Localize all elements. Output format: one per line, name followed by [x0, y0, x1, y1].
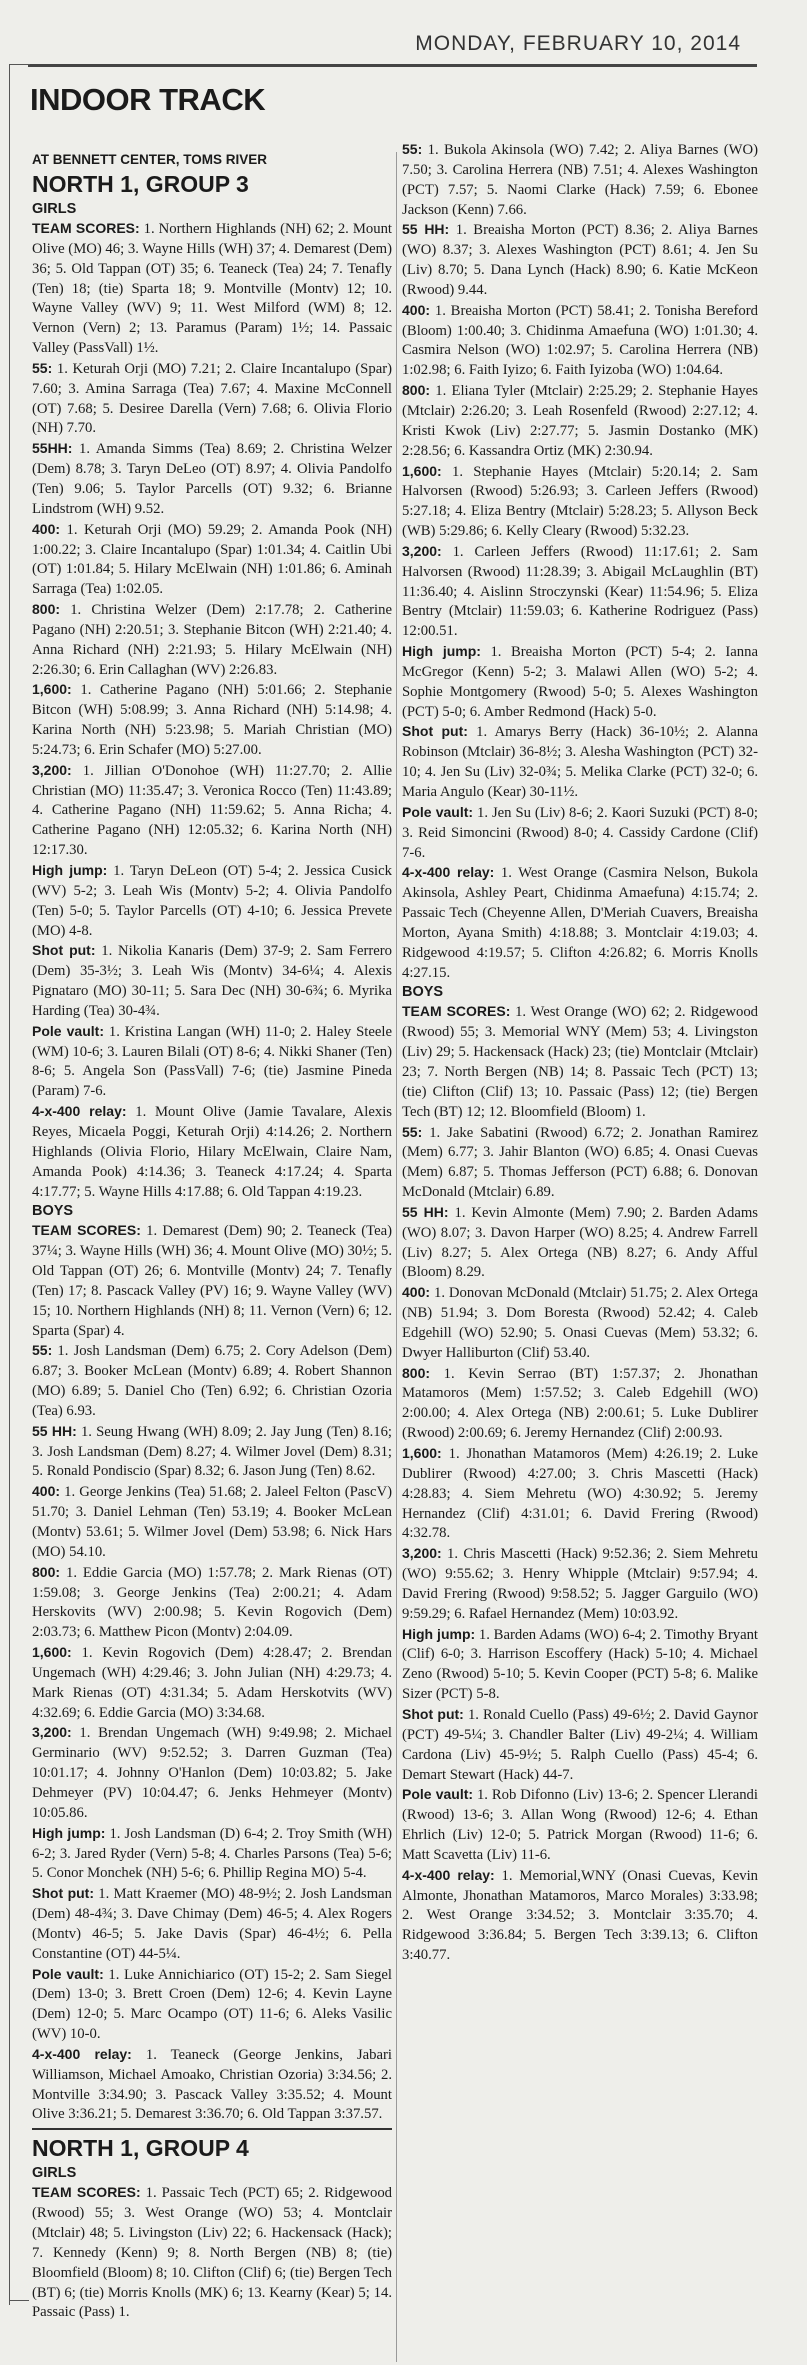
result-entry: 400: 1. Keturah Orji (MO) 59.29; 2. Amanda Pook (NH) 1:00.22; 3. Claire Incantalupo (Spar) 1:01.34; 4. Caitlin Ubi (OT) 1:01.84; 5. Hilary McElwain (NH) 1:01.86; 6. Aminah Sarraga (Tea) 1:02.05.: [32, 520, 393, 598]
result-entry: 3,200: 1. Brendan Ungemach (WH) 9:49.98; 2. Michael Germinario (WV) 9:52.52; 3. Darren Guzman (Tea) 10:01.17; 4. Johnny O'Hanlon (Dem) 10:03.82; 5. Jake Dehmeyer (PV) 10:04.47; 6. Jenks Hehmeyer (Montv) 10:05.86.: [32, 1724, 393, 1821]
result-entry: Shot put: 1. Ronald Cuello (Pass) 49-6½; 2. David Gaynor (PCT) 49-5¼; 3. Chandler Balter (Liv) 49-2¼; 4. William Cardona (Liv) 45-9½; 5. Ralph Cuello (Pass) 45-4; 6. Demart Stewart (Hack) 44-7.: [402, 1705, 759, 1783]
left-margin-bracket: [9, 64, 30, 2305]
result-entry: Shot put: 1. Amarys Berry (Hack) 36-10½; 2. Alanna Robinson (Mtclair) 36-8½; 3. Alesha Washington (PCT) 32-10; 4. Jen Su (Liv) 32-0¾; 5. Melika Clarke (PCT) 32-0; 6. Maria Angulo (Kear) 30-11½.: [402, 723, 758, 800]
result-entry: High jump: 1. Taryn DeLeon (OT) 5-4; 2. Jessica Cusick (WV) 5-2; 3. Leah Wis (Montv) 5-2; 4. Olivia Pandolfo (Ten) 5-0; 5. Taylor Parcells (OT) 4-10; 6. Jessica Prevete (MO) 4-8.: [32, 862, 392, 939]
left-margin-tick: [9, 2300, 29, 2301]
result-entry: Pole vault: 1. Kristina Langan (WH) 11-0; 2. Haley Steele (WM) 10-6; 3. Lauren Bilali (OT) 8-6; 4. Nikki Shaner (Ten) 8-6; 5. Angela Son (PassVall) 7-6; (tie) Jasmine Pineda (Param) 7-6.: [32, 1022, 393, 1100]
result-entry: 400: 1. Breaisha Morton (PCT) 58.41; 2. Tonisha Bereford (Bloom) 1:00.40; 3. Chidinma Amaefuna (WO) 1:01.30; 4. Casmira Nelson (WO) 1:02.97; 5. Carolina Herrera (NB) 1:02.98; 6. Faith Iyizo; 6. Faith Iyizoba (WO) 1:04.64.: [402, 301, 759, 379]
result-entry: 1,600: 1. Jhonathan Matamoros (Mem) 4:26.19; 2. Luke Dublirer (Rwood) 4:27.00; 3. Chris Mascetti (Hack) 4:28.83; 4. Siem Mehretu (WO) 4:30.92; 5. Jeremy Hernandez (Clif) 4:31.01; 6. David Frering (Rwood) 4:32.78.: [402, 1445, 759, 1542]
result-entry: 800: 1. Kevin Serrao (BT) 1:57.37; 2. Jhonathan Matamoros (Mem) 1:57.52; 3. Caleb Edgehill (WO) 2:00.00; 4. Alex Ortega (NB) 2:00.61; 5. Luke Dublirer (Rwood) 2:00.69; 6. Jeremy Hernandez (Clif) 2:00.93.: [402, 1364, 758, 1442]
group4-girls-label: GIRLS: [32, 2165, 77, 2182]
result-entry: Shot put: 1. Nikolia Kanaris (Dem) 37-9; 2. Sam Ferrero (Dem) 35-3½; 3. Leah Wis (Montv) 34-6¼; 4. Alexis Pignataro (MO) 30-11; 5. Sara Dec (NH) 30-6¾; 6. Myrika Harding (Tea) 30-4¾.: [32, 942, 393, 1019]
result-entry: TEAM SCORES: 1. Demarest (Dem) 90; 2. Teaneck (Tea) 37¼; 3. Wayne Hills (WH) 36; 4. Mount Olive (MO) 30½; 5. Old Tappan (OT) 26; 6. Montville (Montv) 24; 7. Tenafly (Ten) 17; 8. Pascack Valley (PV) 16; 9. Wayne Valley (WV) 15; 10. Northern Highlands (NH) 8; 11. Vernon (Vern) 6; 12. Sparta (Spar) 4.: [32, 1222, 393, 1339]
result-entry: 4-x-400 relay: 1. Teaneck (George Jenkins, Jabari Williamson, Michael Amoako, Christian Ozoria) 3:34.56; 2. Montville 3:34.90; 3. Pascack Valley 3:35.52; 4. Mount Olive 3:36.21; 5. Demarest 3:36.70; 6. Old Tappan 3:37.57.: [32, 2045, 392, 2123]
result-entry: 3,200: 1. Chris Mascetti (Hack) 9:52.36; 2. Siem Mehretu (WO) 9:55.62; 3. Henry Whipple (Mtclair) 9:57.94; 4. David Frering (Rwood) 9:58.52; 5. Jagger Garguilo (WO) 9:59.29; 6. Rafael Hernandez (Mem) 10:03.92.: [402, 1545, 758, 1622]
result-entry: TEAM SCORES: 1. West Orange (WO) 62; 2. Ridgewood (Rwood) 55; 3. Memorial WNY (Mem) 53; 4. Livingston (Liv) 29; 5. Hackensack (Hack) 23; (tie) Montclair (Mtclair) 23; 7. North Bergen (NB) 14; 8. Passaic Tech (PCT) 13; (tie) Clifton (Clif) 13; 10. Passaic (Pass) 12; (tie) Bergen Tech (BT) 12; 12. Bloomfield (Bloom) 1.: [402, 1003, 759, 1120]
top-rule: [28, 64, 757, 67]
result-entry: Pole vault: 1. Rob Difonno (Liv) 13-6; 2. Spencer Llerandi (Rwood) 13-6; 3. Allan Wong (Rwood) 12-6; 4. Ethan Ehrlich (Liv) 12-0; 5. Patrick Morgan (Rwood) 11-6; 6. Matt Scavetta (Liv) 11-6.: [402, 1786, 758, 1863]
meet-location: AT BENNETT CENTER, TOMS RIVER: [32, 152, 268, 167]
group4-title: NORTH 1, GROUP 4: [32, 2128, 392, 2164]
column-rule: [396, 152, 397, 2362]
group3-boys-label: BOYS: [32, 1203, 74, 1220]
section-banner: INDOOR TRACK: [30, 82, 266, 117]
result-entry: 3,200: 1. Jillian O'Donohoe (WH) 11:27.70; 2. Allie Christian (MO) 11:35.47; 3. Veronica Rocco (Ten) 11:43.89; 4. Catherine Pagano (NH) 11:59.62; 5. Anna Richa; 4. Catherine Pagano (NH) 12:05.32; 6. Karina North (NH) 12:17.30.: [32, 761, 392, 859]
group3-title: NORTH 1, GROUP 3: [32, 171, 249, 197]
result-entry: 1,600: 1. Catherine Pagano (NH) 5:01.66; 2. Stephanie Bitcon (WH) 5:08.99; 3. Anna Richard (NH) 5:14.98; 4. Karina North (NH) 5:23.98; 5. Mariah Christian (MO) 5:24.73; 6. Erin Schafer (MO) 5:27.00.: [32, 681, 392, 758]
result-entry: 55: 1. Jake Sabatini (Rwood) 6.72; 2. Jonathan Ramirez (Mem) 6.77; 3. Jahir Blanton (WO) 6.85; 4. Onasi Cuevas (Mem) 6.87; 5. Thomas Jefferson (PCT) 6.88; 6. Donovan McDonald (Mtclair) 6.89.: [402, 1123, 759, 1201]
result-entry: 55: 1. Bukola Akinsola (WO) 7.42; 2. Aliya Barnes (WO) 7.50; 3. Carolina Herrera (NB) 7.51; 4. Alexes Washington (PCT) 7.57; 5. Naomi Clarke (Hack) 7.59; 6. Ebonee Jackson (Kenn) 7.66.: [402, 141, 759, 218]
result-entry: TEAM SCORES: 1. Northern Highlands (NH) 62; 2. Mount Olive (MO) 46; 3. Wayne Hills (WH) 37; 4. Demarest (Dem) 36; 5. Old Tappan (OT) 35; 6. Teaneck (Tea) 24; 7. Tenafly (Ten) 18; (tie) Sparta 18; 9. Montville (Montv) 12; 10. Wayne Valley (WV) 9; 11. West Milford (WM) 8; 12. Vernon (Vern) 2; 13. Paramus (Param) 1½; 14. Passaic Valley (PassVall) 1½.: [32, 220, 393, 357]
result-entry: 3,200: 1. Carleen Jeffers (Rwood) 11:17.61; 2. Sam Halvorsen (Rwood) 11:28.39; 3. Abigail McLaughlin (BT) 11:36.40; 4. Aislinn Stroczynski (Kear) 11:54.96; 5. Eliza Bentry (Mtclair) 11:59.03; 6. Katherine Rodriguez (Pass) 12:00.51.: [402, 542, 759, 640]
result-entry: 1,600: 1. Kevin Rogovich (Dem) 4:28.47; 2. Brendan Ungemach (WH) 4:29.46; 3. John Julian (NH) 4:29.73; 4. Mark Rienas (OT) 4:31.34; 5. Adam Herskotvits (WV) 4:32.69; 6. Eddie Garcia (MO) 3:34.68.: [32, 1644, 393, 1721]
group3-girls-label: GIRLS: [32, 201, 77, 217]
result-entry: 4-x-400 relay: 1. Mount Olive (Jamie Tavalare, Alexis Reyes, Micaela Poggi, Keturah Orji) 4:14.26; 2. Northern Highlands (Olivia Florio, Hilary McElwain, Claire Nam, Amanda Pook) 4:14.36; 3. Teaneck 4:17.24; 4. Sparta 4:17.77; 5. Wayne Hills 4:17.88; 6. Old Tappan 4:19.23.: [32, 1103, 393, 1200]
result-entry: 55 HH: 1. Kevin Almonte (Mem) 7.90; 2. Barden Adams (WO) 8.07; 3. Davon Harper (WO) 8.25; 4. Andrew Farrell (Liv) 8.27; 5. Alex Ortega (NB) 8.27; 6. Andy Afful (Bloom) 8.29.: [402, 1203, 758, 1281]
result-entry: Pole vault: 1. Jen Su (Liv) 8-6; 2. Kaori Suzuki (PCT) 8-0; 3. Reid Simoncini (Rwood) 8-0; 4. Cassidy Cardone (Clif) 7-6.: [402, 803, 758, 861]
result-entry: High jump: 1. Josh Landsman (D) 6-4; 2. Troy Smith (WH) 6-2; 3. Jared Ryder (Vern) 5-8; 4. Charles Parsons (Tea) 5-6; 5. Conor Monchek (NH) 5-6; 6. Phillip Regina MO) 5-4.: [32, 1824, 393, 1882]
result-entry: 55: 1. Keturah Orji (MO) 7.21; 2. Claire Incantalupo (Spar) 7.60; 3. Amina Sarraga (Tea) 7.67; 4. Maxine McConnell (OT) 7.68; 5. Desiree Darella (Vern) 7.68; 6. Olivia Florio (NH) 7.70.: [32, 359, 392, 437]
result-entry: 400: 1. Donovan McDonald (Mtclair) 51.75; 2. Alex Ortega (NB) 51.94; 3. Dom Boresta (Rwood) 52.42; 4. Caleb Edgehill (WO) 52.90; 5. Onasi Cuevas (Mem) 53.32; 6. Dwyer Halliburton (Clif) 53.40.: [402, 1284, 758, 1361]
result-entry: 55 HH: 1. Seung Hwang (WH) 8.09; 2. Jay Jung (Ten) 8.16; 3. Josh Landsman (Dem) 8.27; 4. Wilmer Jovel (Dem) 8.31; 5. Ronald Pondiscio (Spar) 8.32; 6. Jason Jung (Ten) 8.62.: [32, 1422, 393, 1480]
result-entry: 4-x-400 relay: 1. West Orange (Casmira Nelson, Bukola Akinsola, Ashley Peart, Chidinma Amaefuna) 4:15.74; 2. Passaic Tech (Cheyenne Allen, D'Meriah Cuavers, Breaisha Morton, Ayana Smith) 4:18.88; 3. Montclair 4:19.03; 4. Ridgewood 4:19.57; 5. Clifton 4:26.82; 6. Morris Knolls 4:27.15.: [402, 864, 759, 981]
result-entry: 55HH: 1. Amanda Simms (Tea) 8.69; 2. Christina Welzer (Dem) 8.78; 3. Taryn DeLeo (OT) 8.97; 4. Olivia Pandolfo (Ten) 9.06; 5. Taylor Parcells (OT) 9.32; 6. Brianne Lindstrom (WH) 9.52.: [32, 440, 393, 517]
result-entry: 55 HH: 1. Breaisha Morton (PCT) 8.36; 2. Aliya Barnes (WO) 8.37; 3. Alexes Washington (PCT) 8.61; 4. Jen Su (Liv) 8.70; 5. Dana Lynch (Hack) 8.90; 6. Katie McKeon (Rwood) 9.44.: [402, 221, 758, 298]
result-entry: 800: 1. Christina Welzer (Dem) 2:17.78; 2. Catherine Pagano (NH) 2:20.51; 3. Stephanie Bitcon (WH) 2:21.40; 4. Anna Richard (NH) 2:21.93; 5. Hilary McElwain (NH) 2:26.30; 6. Erin Callaghan (WV) 2:26.83.: [32, 601, 393, 678]
result-entry: 55: 1. Josh Landsman (Dem) 6.75; 2. Cory Adelson (Dem) 6.87; 3. Booker McLean (Montv) 6.89; 4. Robert Shannon (MO) 6.89; 5. Daniel Cho (Ten) 6.92; 6. Christian Ozoria (Tea) 6.93.: [32, 1342, 392, 1419]
column-right: [402, 140, 758, 1966]
result-entry: High jump: 1. Barden Adams (WO) 6-4; 2. Timothy Bryant (Clif) 6-0; 3. Harrison Escoffery (Hack) 5-10; 4. Michael Zeno (Rwood) 5-10; 5. Kevin Cooper (PCT) 5-8; 6. Malike Sizer (PCT) 5-8.: [402, 1625, 759, 1703]
column-left: [32, 150, 392, 2323]
result-entry: 4-x-400 relay: 1. Memorial,WNY (Onasi Cuevas, Kevin Almonte, Jhonathan Matamoros, Marco Morales) 3:33.98; 2. West Orange 3:34.52; 3. Montclair 3:35.70; 4. Ridgewood 3:36.84; 5. Bergen Tech 3:39.13; 6. Clifton 3:40.77.: [402, 1866, 758, 1964]
result-entry: High jump: 1. Breaisha Morton (PCT) 5-4; 2. Ianna McGregor (Kenn) 5-2; 3. Malawi Allen (WO) 5-2; 4. Sophie Montgomery (Rwood) 5-0; 5. Alexes Washington (PCT) 5-0; 6. Amber Redmond (Hack) 5-0.: [402, 643, 758, 720]
dateline: MONDAY, FEBRUARY 10, 2014: [415, 32, 741, 55]
result-entry: 800: 1. Eddie Garcia (MO) 1:57.78; 2. Mark Rienas (OT) 1:59.08; 3. George Jenkins (Tea) 2:00.21; 4. Adam Herskovits (WV) 2:00.98; 5. Kevin Rogovich (Dem) 2:03.73; 6. Matthew Picon (Montv) 2:04.09.: [32, 1563, 393, 1641]
result-entry: Shot put: 1. Matt Kraemer (MO) 48-9½; 2. Josh Landsman (Dem) 48-4¾; 3. Dave Chimay (Dem) 46-5; 4. Alex Rogers (Montv) 46-5; 5. Jake Davis (Spar) 46-4½; 6. Pella Constantine (OT) 44-5¼.: [32, 1885, 393, 1962]
result-entry: 800: 1. Eliana Tyler (Mtclair) 2:25.29; 2. Stephanie Hayes (Mtclair) 2:26.20; 3. Leah Rosenfeld (Rwood) 2:27.12; 4. Kristi Kwok (Liv) 2:27.77; 5. Jasmin Dostanko (MK) 2:28.56; 6. Kassandra Ortiz (MK) 2:30.94.: [402, 382, 759, 459]
result-entry-continued: TEAM SCORES: 1. Passaic Tech (PCT) 65; 2. Ridgewood (Rwood) 55; 3. West Orange (WO) 53; 4. Montclair (Mtclair) 48; 5. Livingston (Liv) 22; 6. Hackensack (Hack); 7. Kennedy (Kenn) 9; 8. North Bergen (NB) 8; (tie) Bloomfield (Bloom) 8; 10. Clifton (Clif) 6; (tie) Bergen Tech (BT) 6; (tie) Morris Knolls (MK) 6; 13. Kearny (Kear) 5; 14. Passaic (Pass) 1.: [32, 2184, 393, 2321]
result-entry: 400: 1. George Jenkins (Tea) 51.68; 2. Jaleel Felton (PascV) 51.70; 3. Daniel Lehman (Ten) 53.19; 4. Booker McLean (Montv) 53.61; 5. Wilmer Jovel (Dem) 53.98; 6. Nick Hars (MO) 54.10.: [32, 1483, 393, 1560]
result-entry: Pole vault: 1. Luke Annichiarico (OT) 15-2; 2. Sam Siegel (Dem) 13-0; 3. Brett Croen (Dem) 12-6; 4. Kevin Layne (Dem) 12-0; 5. Marc Ocampo (OT) 11-6; 6. Aleks Vasilic (WV) 10-0.: [32, 1965, 392, 2043]
result-entry: 1,600: 1. Stephanie Hayes (Mtclair) 5:20.14; 2. Sam Halvorsen (Rwood) 5:26.93; 3. Carleen Jeffers (Rwood) 5:27.18; 4. Eliza Bentry (Mtclair) 5:28.23; 5. Allyson Beck (WB) 5:29.86; 6. Kelly Cleary (Rwood) 5:32.23.: [402, 462, 758, 540]
group4-boys-label: BOYS: [402, 984, 444, 1001]
